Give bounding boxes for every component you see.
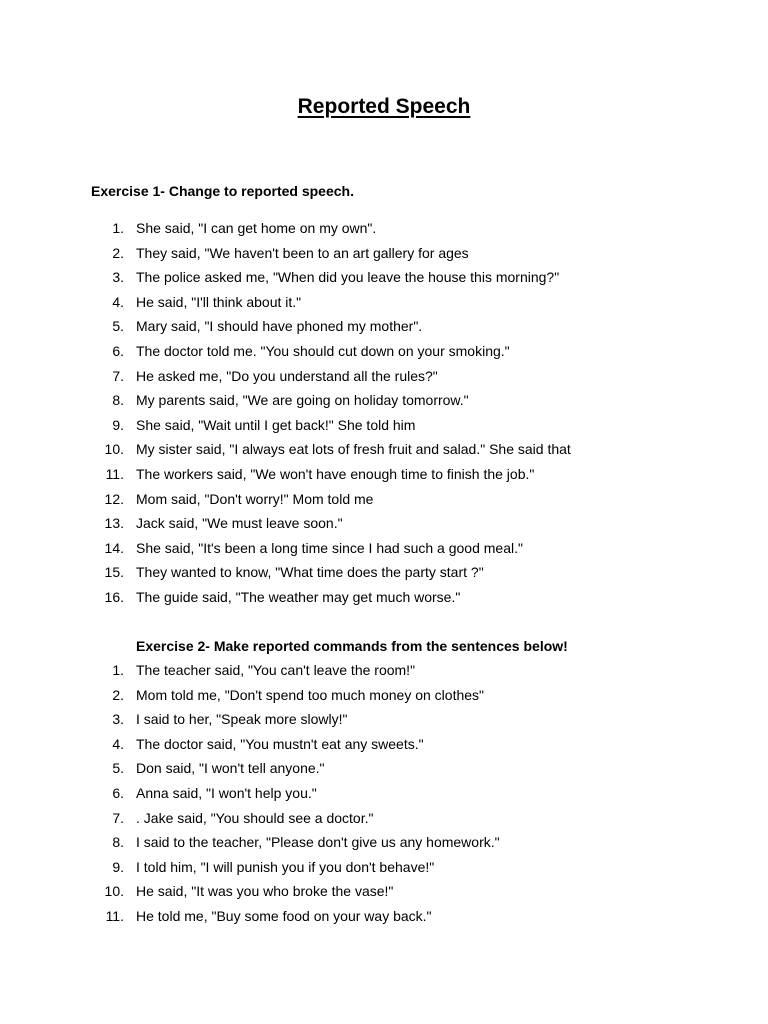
list-item-text: . Jake said, "You should see a doctor." <box>136 809 374 826</box>
list-item-text: Mom said, "Don't worry!" Mom told me <box>136 490 374 507</box>
list-item-number: 10. <box>104 441 124 458</box>
list-item-text: I said to the teacher, "Please don't give us any homework." <box>136 834 500 851</box>
list-item-text: He asked me, "Do you understand all the rules?" <box>136 367 438 384</box>
list-item-text: He said, "I'll think about it." <box>136 293 302 310</box>
list-item-text: They wanted to know, "What time does the party start ?" <box>136 564 484 581</box>
list-item-number: 16. <box>104 588 124 605</box>
list-item-number: 1. <box>112 220 124 236</box>
list-item-text: Jack said, "We must leave soon." <box>136 515 343 532</box>
list-item-number: 6. <box>112 784 124 801</box>
list-item-text: The police asked me, "When did you leave the house this morning?" <box>136 269 560 286</box>
list-item-number: 8. <box>112 834 124 851</box>
list-item-text: The guide said, "The weather may get much worse." <box>136 588 461 605</box>
list-item-text: The doctor said, "You mustn't eat any sweets." <box>136 735 424 752</box>
list-item-number: 9. <box>112 858 124 875</box>
list-item-number: 1. <box>112 662 124 678</box>
list-item-text: Mom told me, "Don't spend too much money on clothes" <box>136 686 485 703</box>
page-title: Reported Speech <box>297 95 471 118</box>
list-item-text: She said, "Wait until I get back!" She told him <box>136 416 416 433</box>
list-item-text: She said, "It's been a long time since I had such a good meal." <box>136 539 523 556</box>
list-item-number: 10. <box>104 883 124 900</box>
list-item-text: They said, "We haven't been to an art gallery for ages <box>136 244 469 261</box>
list-item-text: The workers said, "We won't have enough time to finish the job." <box>136 465 535 482</box>
list-item-text: I said to her, "Speak more slowly!" <box>136 711 348 728</box>
list-item-number: 14. <box>104 539 124 556</box>
list-item-number: 3. <box>112 269 124 286</box>
list-item-number: 7. <box>112 367 124 384</box>
list-item-text: She said, "I can get home on my own". <box>136 220 377 236</box>
list-item-number: 9. <box>112 416 124 433</box>
list-item-number: 4. <box>112 293 124 310</box>
exercise-2-heading: Exercise 2- Make reported commands from the sentences below! <box>136 638 568 654</box>
list-item-text: He told me, "Buy some food on your way back." <box>136 907 432 924</box>
list-item-number: 2. <box>112 244 124 261</box>
exercise-1-heading: Exercise 1- Change to reported speech. <box>91 183 354 199</box>
list-item-text: The teacher said, "You can't leave the room!" <box>136 662 416 678</box>
list-item-number: 3. <box>112 711 124 728</box>
list-item-text: He said, "It was you who broke the vase!" <box>136 883 394 900</box>
list-item-number: 5. <box>112 760 124 777</box>
list-item-number: 6. <box>112 342 124 359</box>
list-item-number: 11. <box>105 465 124 482</box>
list-item-text: The doctor told me. "You should cut down on your smoking." <box>136 342 510 359</box>
list-item-text: My sister said, "I always eat lots of fresh fruit and salad." She said that <box>136 441 571 458</box>
list-item-number: 5. <box>112 318 124 335</box>
list-item-number: 8. <box>112 392 124 409</box>
list-item-number: 12. <box>104 490 124 507</box>
list-item-text: I told him, "I will punish you if you don't behave!" <box>136 858 435 875</box>
list-item-text: Don said, "I won't tell anyone." <box>136 760 325 777</box>
list-item-number: 15. <box>104 564 124 581</box>
list-item-number: 7. <box>112 809 124 826</box>
list-item-number: 4. <box>112 735 124 752</box>
list-item-number: 13. <box>104 515 124 532</box>
list-item-text: Anna said, "I won't help you." <box>136 784 317 801</box>
list-item-number: 2. <box>112 686 124 703</box>
list-item-text: Mary said, "I should have phoned my mother". <box>136 318 423 335</box>
list-item-number: 11. <box>105 907 124 924</box>
list-item-text: My parents said, "We are going on holiday tomorrow." <box>136 392 469 409</box>
